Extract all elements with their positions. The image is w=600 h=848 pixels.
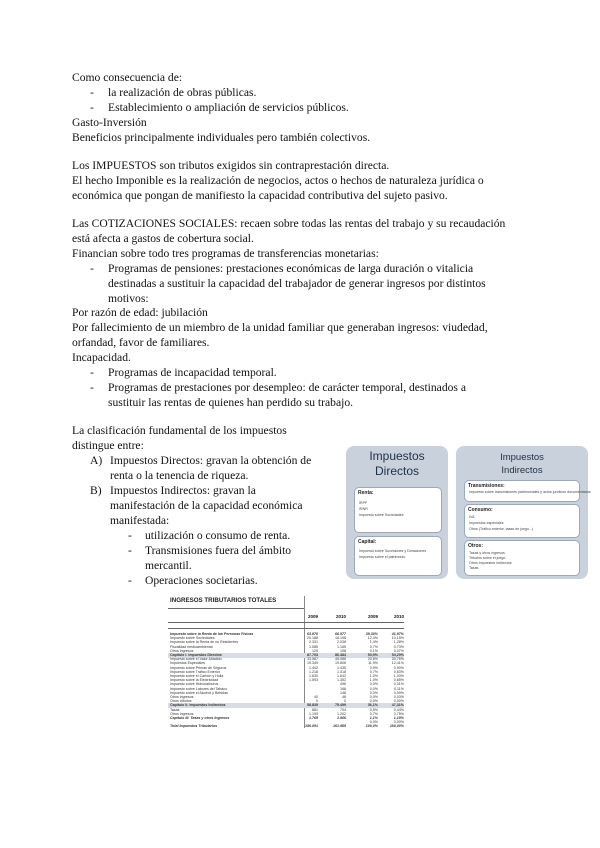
table-cell: 108 [340, 648, 346, 653]
table-cell: 1.435 [337, 665, 346, 670]
table-cell: 12,4% [367, 636, 378, 641]
table-cell: 0,9% [369, 665, 378, 670]
row-label: Impuestos Especiales [170, 661, 205, 666]
box-line: Tributos sobre el juego [469, 556, 506, 560]
table-cell: 0,11% [394, 686, 404, 691]
table-cell: 156.091 [305, 724, 318, 729]
row-label: Tasas [170, 707, 180, 712]
row-label: Otros tributos [170, 699, 192, 704]
sub-bullet-item: utilización o consumo de renta. [145, 529, 291, 542]
table-cell: 0,31% [393, 682, 404, 687]
text-line: Como consecuencia de: [72, 71, 183, 84]
table-row [168, 724, 404, 729]
box-line: IRNR [359, 507, 368, 511]
table-cell: 1,19% [393, 716, 404, 720]
row-label: Capítulo III. Tasas y otros Ingresos [170, 716, 230, 720]
table-cell: 0,0% [369, 695, 378, 699]
text-line: Por fallecimiento de un miembro de la unidad familiar que generaban ingresos: viudedad, [72, 321, 488, 334]
table-title: INGRESOS TRIBUTARIOS TOTALES [170, 597, 277, 604]
box-line: Impuesto sobre el patrimonio [359, 555, 406, 559]
table-cell: 0,44% [393, 707, 404, 712]
text-line: Incapacidad. [72, 351, 131, 364]
box-line: Impuesto sobre transmisiones patrimoniales y actos jurídicos documentados [469, 490, 591, 494]
table-cell: 0,7% [369, 711, 378, 716]
box-line: Tasas y otros ingresos [469, 551, 505, 555]
table-cell: 16.198 [335, 636, 346, 641]
column-header: 2010 [335, 614, 346, 619]
table-cell: 30,76% [391, 657, 404, 662]
row-label: Otros ingresos [170, 711, 194, 716]
table-rule [168, 622, 404, 623]
table-cell: 48 [342, 695, 346, 699]
dash-marker: - [90, 86, 94, 99]
bullet-item: motivos: [108, 292, 149, 305]
row-label: Capítulo I. Impuestos Directos [170, 653, 222, 657]
table-cell: 1.352 [337, 678, 346, 683]
table-cell: 1.769 [309, 716, 318, 720]
table-cell: 129 [312, 648, 318, 653]
table-cell: 40 [314, 695, 318, 699]
table-cell: 41,97% [391, 632, 404, 636]
box-line: IVA [469, 515, 475, 519]
table-cell: 1.642 [337, 674, 346, 678]
box-heading: Renta: [358, 490, 374, 496]
table-cell: 1.085 [309, 644, 318, 649]
text-line: Las COTIZACIONES SOCIALES: recaen sobre todas las rentas del trabajo y su recaudación [72, 217, 506, 230]
list-marker: A) [90, 454, 103, 467]
table-cell: 86.484 [335, 653, 346, 657]
box-line: Otros impuestos indirectos [469, 561, 512, 565]
table-cell: 2.331 [309, 640, 318, 645]
list-item: renta o la tenencia de riqueza. [110, 469, 249, 482]
table-cell: 36,1% [367, 703, 378, 708]
table-cell: 1.318 [337, 669, 346, 674]
column-header: 2009 [367, 614, 378, 619]
box-heading: Consumo: [468, 507, 493, 513]
table-cell: 1.593 [309, 678, 318, 683]
table-cell: 1,0% [369, 674, 378, 678]
bullet-item: destinadas a sustituir la capacidad del trabajador de generar ingresos por distintos [108, 277, 486, 290]
row-label: Fiscalidad medioambiental [170, 644, 213, 649]
table-cell: 1.202 [337, 711, 346, 716]
table-cell: 49.086 [335, 657, 346, 662]
row-label: Impuesto sobre el Alcohol y Bebidas [170, 690, 228, 695]
table-cell: 0,03% [393, 695, 404, 699]
table-cell: 0,0% [369, 699, 378, 704]
table-rule [168, 608, 304, 609]
table-cell: 19.349 [307, 661, 318, 666]
card-title: Directos [374, 464, 419, 478]
table-cell: 58.839 [307, 703, 318, 708]
table-cell: 20,6% [367, 657, 378, 662]
table-rule [168, 628, 404, 629]
text-line: está afecta a gastos de cobertura social. [72, 232, 254, 245]
table-cell: 1.199 [309, 711, 318, 716]
table-cell: 1,0% [369, 678, 378, 683]
table-cell: 168 [340, 686, 346, 691]
bullet-item: Programas de prestaciones por desempleo: de carácter temporal, destinados a [108, 381, 466, 394]
table-cell: 0 [344, 699, 346, 704]
sub-bullet-item: Operaciones societarias. [145, 574, 258, 587]
bullet-item: sustituir las rentas de quienes han perdido su trabajo. [108, 396, 354, 409]
table-cell: 0,0% [369, 720, 378, 725]
row-label: Impuesto sobre la Electricidad [170, 678, 219, 683]
box-line: Impuestos especiales [469, 521, 504, 525]
direct-taxes-card [346, 446, 448, 579]
table-cell: 1.165 [337, 644, 346, 649]
text-line: Gasto-Inversión [72, 116, 147, 129]
table-cell: 47,31% [391, 703, 404, 708]
table-cell: 0,0% [369, 682, 378, 687]
row-label: Impuesto sobre Labores del Tabaco [170, 686, 228, 691]
row-label: Capítulo II. Impuestos Indirectos [170, 703, 226, 708]
row-label: Impuesto sobre Tráfico Exterior [170, 669, 220, 674]
dash-marker: - [90, 366, 94, 379]
dash-marker: - [90, 262, 94, 275]
table-cell: 0,5% [369, 707, 378, 712]
table-cell: 19.806 [335, 661, 346, 666]
table-cell: 1.630 [309, 674, 318, 678]
table-cell: 1.442 [309, 665, 318, 670]
other-box [464, 540, 580, 576]
bullet-item: Programas de pensiones: prestaciones económicas de larga duración o vitalicia [108, 262, 474, 275]
table-cell: 0,73% [393, 644, 404, 649]
list-item: manifestación de la capacidad económica [110, 499, 303, 512]
table-cell: 1,4% [369, 640, 378, 645]
consumption-box [464, 504, 580, 538]
text-line: La clasificación fundamental de los impuestos [72, 424, 287, 437]
column-header: 2009 [307, 614, 318, 619]
table-cell: 881 [312, 707, 318, 712]
text-line: económica que pongan de manifiesto la capacidad contributiva del sujeto pasivo. [72, 189, 448, 202]
table-cell: 11,9% [368, 661, 378, 666]
table-cell: 1,03% [393, 674, 404, 678]
text-line: distingue entre: [72, 439, 144, 452]
table-cell: 0,7% [369, 669, 378, 674]
text-line: Por razón de edad: jubilación [72, 306, 208, 319]
box-line: Impuesto sobre Sociedades [359, 513, 404, 517]
table-cell: 100,0% [365, 724, 378, 729]
table-cell: 0,1% [369, 648, 378, 653]
dash-marker: - [90, 381, 94, 394]
table-cell: 704 [340, 707, 346, 712]
box-line: IRPF [359, 501, 368, 505]
table-cell: 0,0% [369, 690, 378, 695]
table-cell: 33.567 [307, 657, 318, 662]
column-header: 2010 [393, 614, 404, 619]
table-cell: 12,41% [391, 661, 404, 666]
table-cell: 1,28% [393, 640, 404, 645]
text-line: Los IMPUESTOS son tributos exigidos sin contraprestación directa. [72, 159, 390, 172]
list-marker: B) [90, 484, 102, 497]
sub-bullet-item: Transmisiones fuera del ámbito [145, 544, 292, 557]
box-heading: Transmisiones: [468, 483, 505, 489]
table-cell: 2.036 [337, 640, 346, 645]
list-item: Impuestos Directos: gravan la obtención de [110, 454, 312, 467]
box-heading: Capital: [358, 539, 377, 545]
row-label: Otros ingresos [170, 648, 194, 653]
table-cell: 148 [340, 690, 346, 695]
text-line: El hecho Imponible es la realización de negocios, actos o hechos de naturaleza jurídica o [72, 174, 484, 187]
box-line: Tasas [469, 566, 479, 570]
card-title: Impuestos [500, 452, 544, 463]
row-label: Impuesto sobre Hidrocarburos [170, 682, 219, 687]
table-cell: 0,90% [393, 665, 404, 670]
table-cell: 53,9% [367, 653, 378, 657]
table-cell: 66.977 [335, 632, 346, 636]
table-cell: 20.188 [307, 636, 318, 641]
capital-box [354, 536, 442, 576]
dash-marker: - [90, 101, 94, 114]
row-label: Impuesto sobre la Renta de no Residentes [170, 640, 239, 645]
table-cell: 0,00% [393, 699, 404, 704]
table-cell: 100,00% [389, 724, 404, 729]
text-line: Beneficios principalmente individuales pero también colectivos. [72, 131, 371, 144]
bullet-item: Establecimiento o ampliación de servicios públicos. [108, 101, 349, 114]
row-label: Otros ingresos [170, 695, 194, 699]
row-label: Impuesto sobre Sociedades [170, 636, 215, 641]
text-line: Financian sobre todo tres programas de transferencias monetarias: [72, 247, 379, 260]
card-title: Impuestos [369, 449, 425, 463]
box-heading: Otros: [468, 543, 483, 549]
row-label: Impuesto sobre la Renta de las Personas Físicas [170, 632, 254, 636]
box-line: Impuesto sobre Sucesiones y Donaciones [359, 549, 427, 553]
table-cell: 0,83% [393, 669, 404, 674]
table-cell: 1.906 [337, 716, 346, 720]
bullet-item: la realización de obras públicas. [108, 86, 257, 99]
table-cell: 39,30% [365, 632, 378, 636]
table-cell: 0 [316, 699, 318, 704]
table-cell: 1.218 [309, 669, 318, 674]
income-box [354, 487, 442, 533]
card-title: Indirectos [501, 465, 543, 476]
table-cell: 496 [340, 682, 346, 687]
table-cell: 63.970 [307, 632, 318, 636]
tax-classification-diagram [340, 440, 590, 580]
table-cell: 10,15% [391, 636, 404, 641]
dash-marker: - [128, 544, 132, 557]
box-line: Otros (Tráfico exterior, tasas de juego...) [469, 527, 534, 531]
list-item: manifestada: [110, 514, 170, 527]
table-cell: 0,09% [393, 690, 404, 695]
tax-revenue-table [168, 596, 404, 730]
row-label: Impuesto sobre el Carbón y Hulla [170, 674, 224, 678]
table-cell: 0,00% [393, 720, 404, 725]
row-label: Impuesto sobre el Valor Añadido [170, 657, 222, 662]
table-cell: 0,0% [369, 686, 378, 691]
list-item: Impuestos Indirectos: gravan la [110, 484, 256, 497]
table-cell: 0,85% [393, 678, 404, 683]
table-cell: 87.703 [307, 653, 318, 657]
table-cell: 1,1% [369, 716, 378, 720]
text-line: orfandad, favor de familiares. [72, 336, 210, 349]
table-cell: 0,75% [393, 711, 404, 716]
indirect-taxes-card [456, 446, 591, 579]
bullet-item: Programas de incapacidad temporal. [108, 366, 277, 379]
table-cell: 75.499 [335, 703, 346, 708]
table-cell: 0,07% [393, 648, 404, 653]
dash-marker: - [128, 574, 132, 587]
sub-bullet-item: mercantil. [145, 559, 192, 572]
row-label: Total Impuestos Tributarios [170, 724, 218, 729]
row-label: Impuesto sobre Primas de Seguros [170, 665, 227, 670]
table-cell: 54,20% [391, 653, 404, 657]
dash-marker: - [128, 529, 132, 542]
table-cell: 0,7% [369, 644, 378, 649]
table-cell: 161.985 [333, 724, 346, 729]
transmissions-box [464, 480, 591, 502]
